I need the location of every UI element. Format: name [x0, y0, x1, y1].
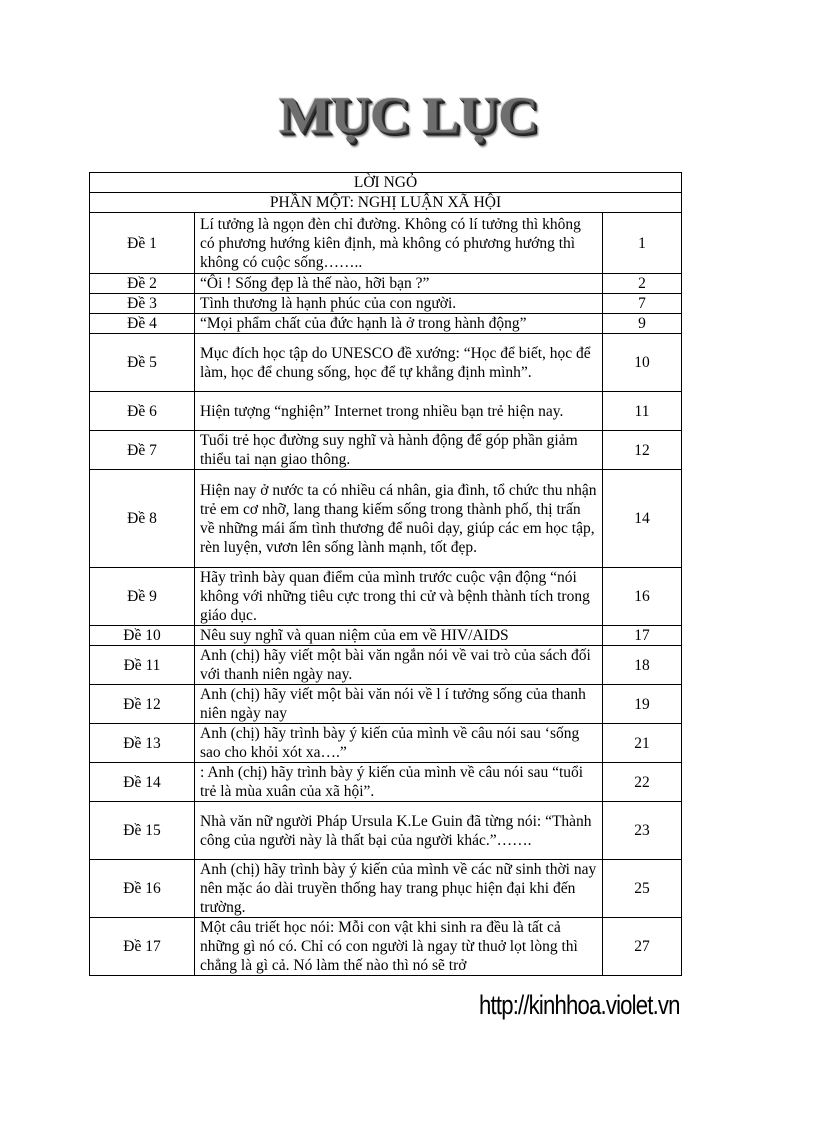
toc-row-text: Anh (chị) hãy trình bày ý kiến của mình về câu nói sau ‘sống sao cho khỏi xót xa….”	[195, 724, 603, 763]
toc-part-heading: PHẦN MỘT: NGHỊ LUẬN XÃ HỘI	[90, 193, 682, 213]
toc-row-label: Đề 4	[90, 314, 195, 334]
toc-row-label: Đề 2	[90, 274, 195, 294]
toc-row-text: Nêu suy nghĩ và quan niệm của em về HIV/AIDS	[195, 626, 603, 646]
toc-row-text: : Anh (chị) hãy trình bày ý kiến của mình về câu nói sau “tuổi trẻ là mùa xuân của xã hội”.	[195, 763, 603, 802]
toc-row-label: Đề 8	[90, 470, 195, 568]
table-row	[90, 918, 682, 976]
page-title: MỤC LỤC	[278, 87, 538, 145]
toc-row-label: Đề 1	[90, 213, 195, 274]
table-row	[90, 213, 682, 274]
toc-row-text: “Ôi ! Sống đẹp là thế nào, hỡi bạn ?”	[195, 274, 603, 294]
table-of-contents	[89, 172, 682, 976]
toc-row-label: Đề 6	[90, 392, 195, 431]
table-row	[90, 470, 682, 568]
toc-row-label: Đề 7	[90, 431, 195, 470]
table-row	[90, 802, 682, 860]
toc-intro-row	[90, 173, 682, 193]
toc-row-page: 1	[603, 213, 682, 274]
toc-row-page: 17	[603, 626, 682, 646]
table-row	[90, 568, 682, 626]
toc-row-page: 9	[603, 314, 682, 334]
table-row	[90, 314, 682, 334]
toc-row-text: Nhà văn nữ người Pháp Ursula K.Le Guin đã từng nói: “Thành công của người này là thất bại của người khác.”…….	[195, 802, 603, 860]
toc-row-label: Đề 5	[90, 334, 195, 392]
table-row	[90, 763, 682, 802]
toc-row-label: Đề 15	[90, 802, 195, 860]
toc-row-page: 23	[603, 802, 682, 860]
toc-row-page: 2	[603, 274, 682, 294]
table-row	[90, 685, 682, 724]
table-row	[90, 392, 682, 431]
toc-part-row	[90, 193, 682, 213]
footer-url: http://kinhhoa.violet.vn	[479, 990, 680, 1020]
toc-row-page: 19	[603, 685, 682, 724]
toc-row-page: 10	[603, 334, 682, 392]
toc-row-page: 21	[603, 724, 682, 763]
toc-row-text: Hiện nay ở nước ta có nhiều cá nhân, gia đình, tổ chức thu nhận trẻ em cơ nhỡ, lang thang kiếm sống trong thành phố, thị trấn về những mái ấm tình thương để nuôi dạy, giúp các em học tập, rèn luyện, vươn lên sống lành mạnh, tốt đẹp.	[195, 470, 603, 568]
toc-row-page: 18	[603, 646, 682, 685]
toc-row-label: Đề 10	[90, 626, 195, 646]
table-row	[90, 626, 682, 646]
toc-row-text: Mục đích học tập do UNESCO đề xướng: “Học để biết, học để làm, học để chung sống, học để tự khẳng định mình”.	[195, 334, 603, 392]
toc-row-label: Đề 14	[90, 763, 195, 802]
table-row	[90, 724, 682, 763]
table-row	[90, 860, 682, 918]
toc-row-page: 27	[603, 918, 682, 976]
toc-row-page: 14	[603, 470, 682, 568]
toc-row-text: Hãy trình bày quan điểm của mình trước cuộc vận động “nói không với những tiêu cực trong thi cử và bệnh thành tích trong giáo dục.	[195, 568, 603, 626]
table-row	[90, 274, 682, 294]
toc-row-label: Đề 11	[90, 646, 195, 685]
toc-row-label: Đề 13	[90, 724, 195, 763]
toc-row-text: “Mọi phẩm chất của đức hạnh là ở trong hành động”	[195, 314, 603, 334]
toc-row-label: Đề 17	[90, 918, 195, 976]
toc-row-text: Một câu triết học nói: Mỗi con vật khi sinh ra đều là tất cả những gì nó có. Chỉ có con người là ngay từ thuở lọt lòng thì chẳng là gì cả. Nó làm thế nào thì nó sẽ trở	[195, 918, 603, 976]
toc-row-text: Anh (chị) hãy viết một bài văn ngắn nói về vai trò của sách đối với thanh niên ngày nay.	[195, 646, 603, 685]
toc-row-text: Tuổi trẻ học đường suy nghĩ và hành động để góp phần giảm thiểu tai nạn giao thông.	[195, 431, 603, 470]
table-row	[90, 334, 682, 392]
toc-row-page: 7	[603, 294, 682, 314]
toc-row-label: Đề 3	[90, 294, 195, 314]
toc-intro: LỜI NGỎ	[90, 173, 682, 193]
toc-row-text: Anh (chị) hãy trình bày ý kiến của mình về các nữ sinh thời nay nên mặc áo dài truyền thống hay trang phục hiện đại khi đến trường.	[195, 860, 603, 918]
toc-row-page: 25	[603, 860, 682, 918]
toc-row-label: Đề 16	[90, 860, 195, 918]
table-row	[90, 294, 682, 314]
toc-row-label: Đề 12	[90, 685, 195, 724]
toc-row-page: 22	[603, 763, 682, 802]
toc-row-page: 12	[603, 431, 682, 470]
toc-row-text: Anh (chị) hãy viết một bài văn nói về l í tưởng sống của thanh niên ngày nay	[195, 685, 603, 724]
table-row	[90, 646, 682, 685]
toc-row-page: 16	[603, 568, 682, 626]
toc-row-text: Tình thương là hạnh phúc của con người.	[195, 294, 603, 314]
toc-row-text: Hiện tượng “nghiện” Internet trong nhiều bạn trẻ hiện nay.	[195, 392, 603, 431]
toc-row-page: 11	[603, 392, 682, 431]
table-row	[90, 431, 682, 470]
toc-row-label: Đề 9	[90, 568, 195, 626]
toc-row-text: Lí tưởng là ngọn đèn chỉ đường. Không có lí tưởng thì không có phương hướng kiên định, mà không có phương hướng thì không có cuộc sống……..	[195, 213, 603, 274]
